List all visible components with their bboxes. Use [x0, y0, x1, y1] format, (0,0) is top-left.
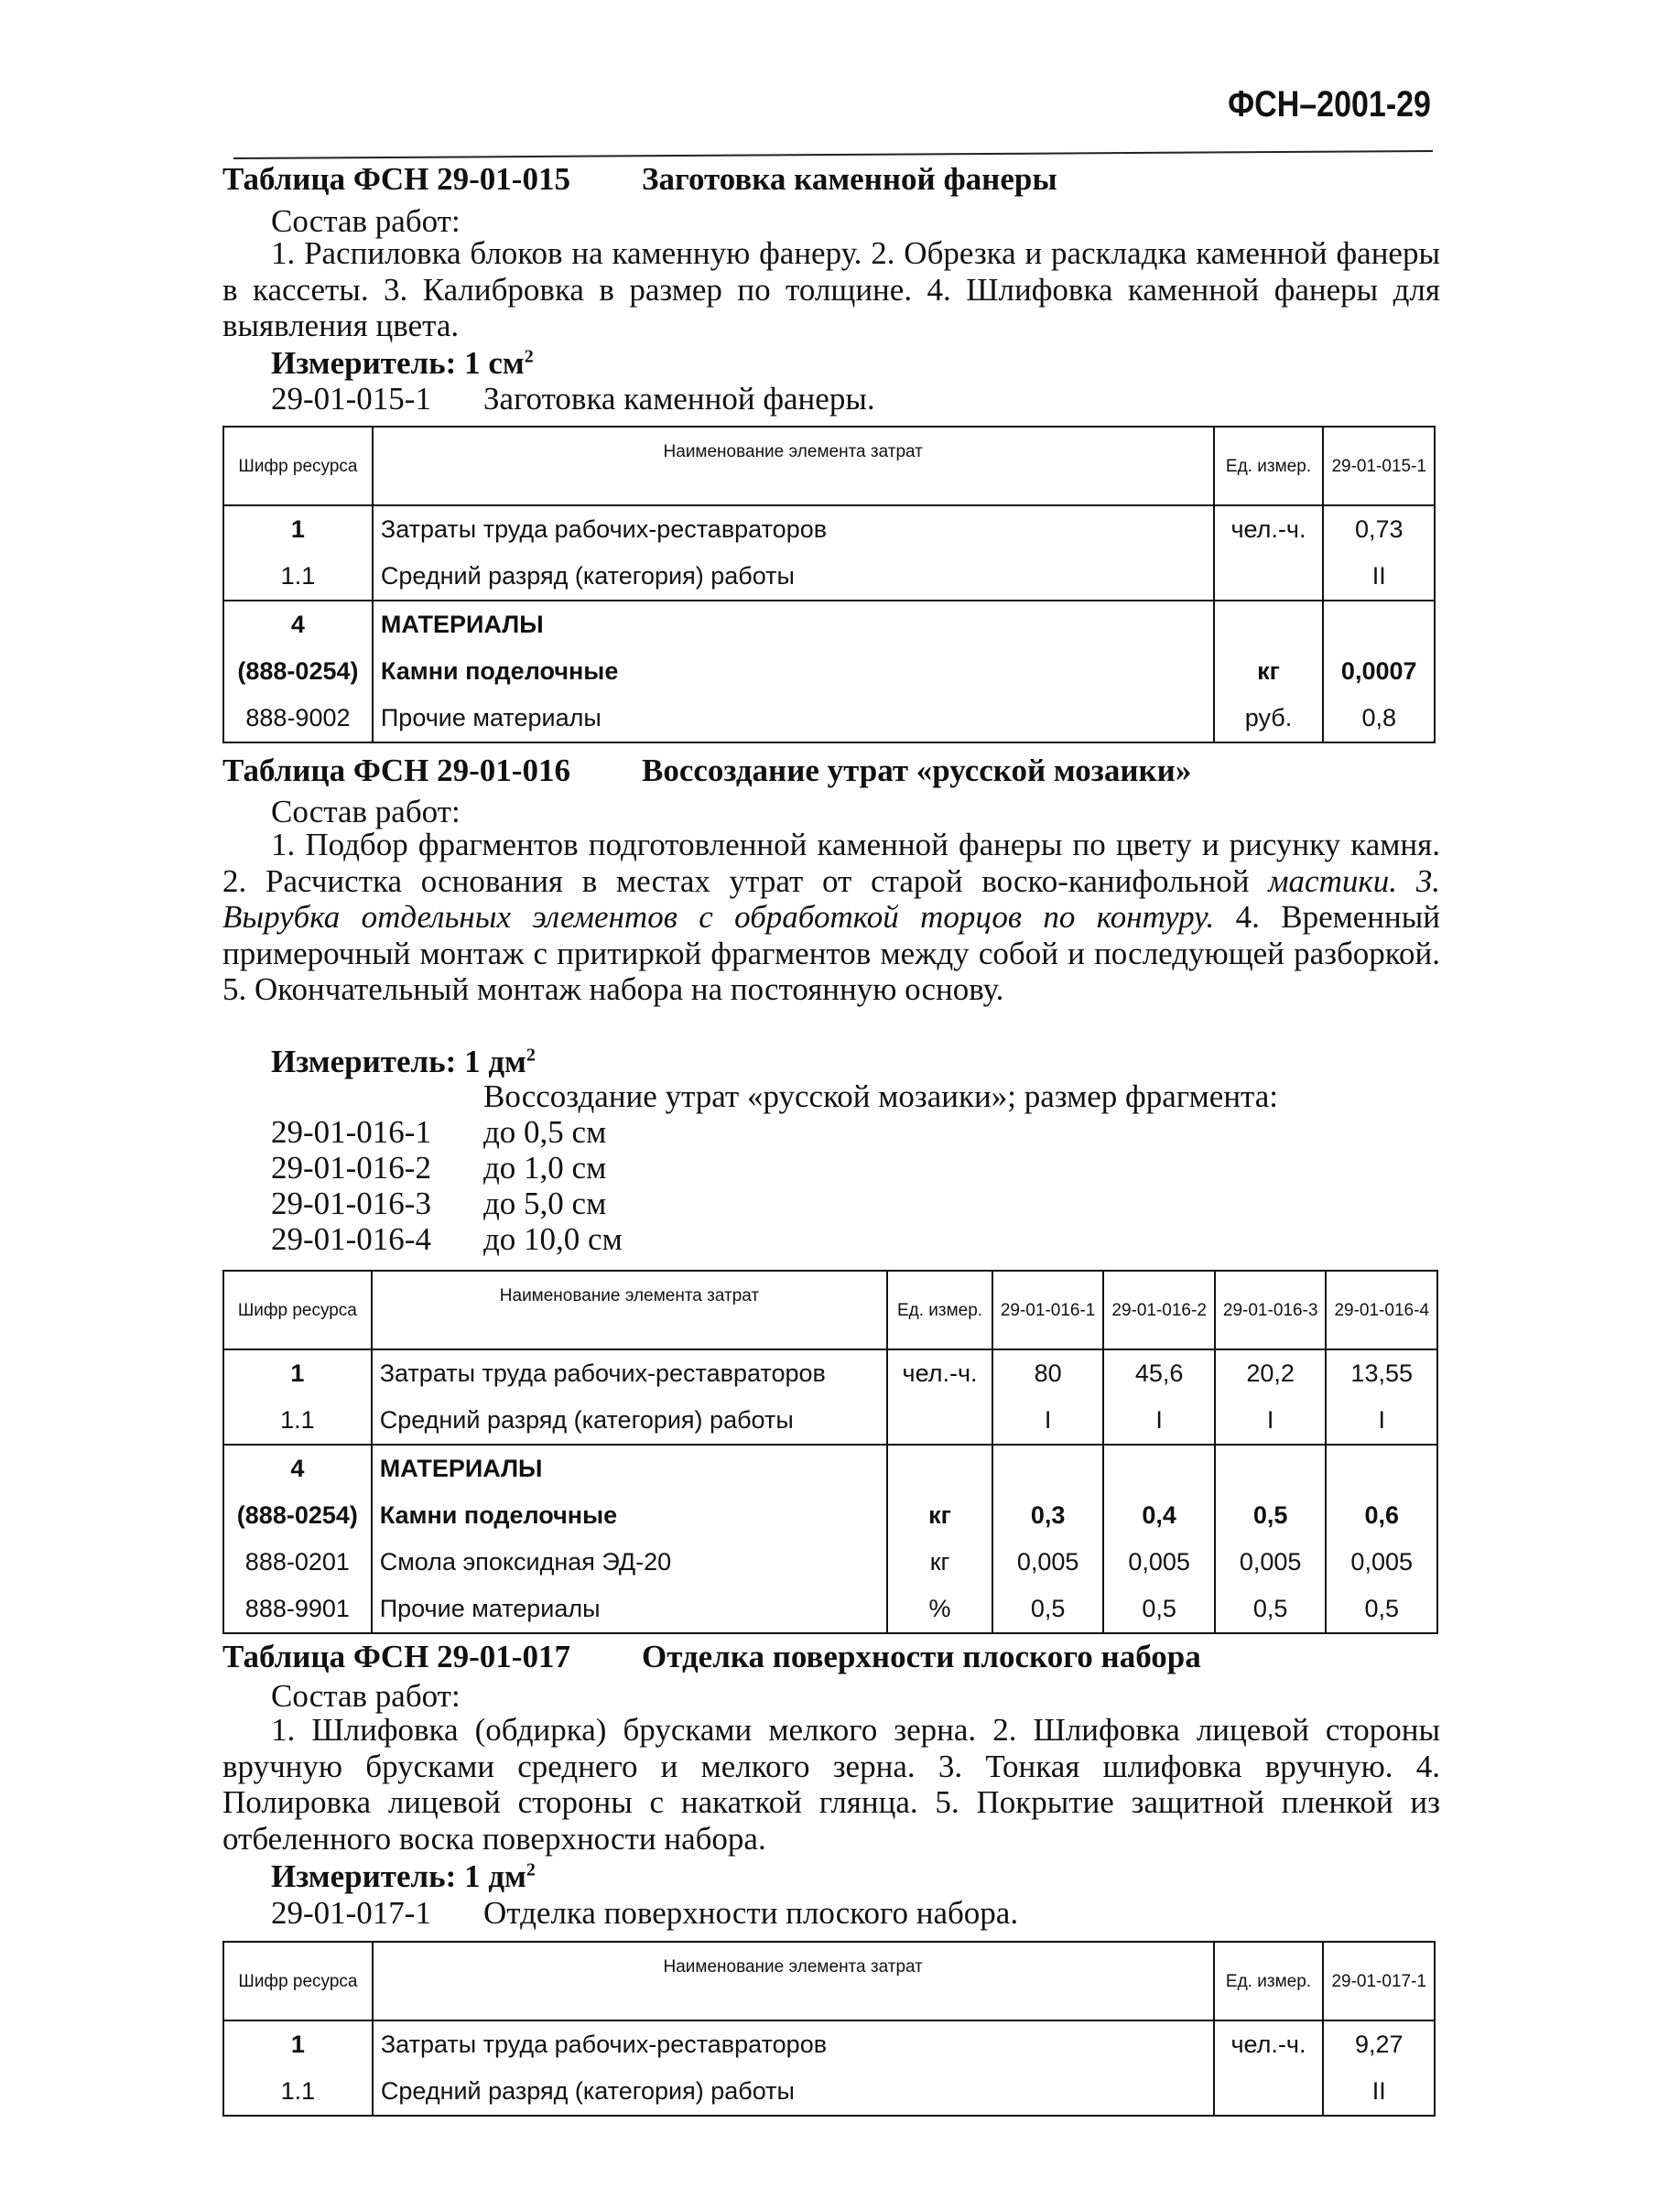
table-header-row	[223, 427, 1435, 505]
meter-label: Измеритель: 1 дм	[271, 1858, 526, 1894]
cell-name: МАТЕРИАЛЫ	[373, 601, 1214, 648]
header-shifr: Шифр ресурса	[223, 1271, 372, 1349]
cell-unit	[887, 1397, 992, 1445]
cell-shifr: 1	[223, 1349, 372, 1397]
meter-sup: 2	[526, 1045, 536, 1066]
header-col1: 29-01-016-1	[992, 1271, 1104, 1349]
header-col1: 29-01-017-1	[1323, 1942, 1435, 2020]
cell-value: I	[1326, 1397, 1437, 1445]
works-text: 1. Распиловка блоков на каменную фанеру. 2. Обрезка и раскладка каменной фанеры в кассеты. 3. Калибровка в размер по толщине. 4. Шлифовка каменной фанеры для выявления цвета.	[222, 235, 1440, 343]
header-unit: Ед. измер.	[1214, 1942, 1324, 2020]
header-name: Наименование элемента затрат	[373, 427, 1214, 505]
cell-value: 0,005	[1215, 1539, 1327, 1586]
table-header-row	[223, 1271, 1437, 1349]
cell-name: Камни поделочные	[372, 1492, 888, 1539]
cell-unit: чел.-ч.	[1214, 2020, 1324, 2068]
cell-value	[1215, 1445, 1327, 1492]
cell-name: Затраты труда рабочих-реставраторов	[372, 1349, 888, 1397]
meter	[271, 345, 534, 382]
header-name: Наименование элемента затрат	[373, 1942, 1214, 2020]
cell-unit: кг	[887, 1492, 992, 1539]
works-heading: Состав работ:	[271, 203, 461, 239]
norm-name: Отделка поверхности плоского набора.	[483, 1895, 1019, 1931]
header-shifr: Шифр ресурса	[223, 1942, 373, 2020]
table-row	[223, 601, 1435, 648]
table-row	[223, 1445, 1437, 1492]
norm-line	[271, 1150, 606, 1186]
cell-shifr: (888-0254)	[223, 1492, 372, 1539]
norm-name: до 5,0 см	[483, 1186, 607, 1221]
header-col1: 29-01-015-1	[1323, 427, 1435, 505]
norm-code: 29-01-015-1	[271, 381, 431, 417]
norm-code: 29-01-016-4	[271, 1221, 431, 1257]
table-row	[223, 505, 1435, 553]
norm-code: 29-01-017-1	[271, 1895, 431, 1931]
header-col2: 29-01-016-2	[1103, 1271, 1215, 1349]
cell-value: 9,27	[1323, 2020, 1435, 2068]
cell-name: Затраты труда рабочих-реставраторов	[373, 505, 1214, 553]
cell-unit	[1214, 553, 1324, 601]
cell-value: 0,73	[1323, 505, 1435, 553]
header-col3: 29-01-016-3	[1215, 1271, 1327, 1349]
norm-line	[271, 1895, 1018, 1932]
table-row	[223, 1349, 1437, 1397]
table-header-row	[223, 1942, 1435, 2020]
works-text: 1. Шлифовка (обдирка) брусками мелкого зерна. 2. Шлифовка лицевой стороны вручную брусками среднего и мелкого зерна. 3. Тонкая шлифовка вручную. 4. Полировка лицевой стороны с накаткой глянца. 5. Покрытие защитной пленкой из отбеленного воска поверхности набора.	[222, 1712, 1440, 1857]
cell-unit	[1214, 601, 1324, 648]
meter	[271, 1858, 536, 1895]
cell-value	[992, 1445, 1104, 1492]
works-heading: Состав работ:	[271, 1678, 461, 1714]
norm-table-015	[222, 426, 1436, 743]
cell-shifr: (888-0254)	[223, 648, 373, 695]
cell-unit: руб.	[1214, 695, 1324, 742]
table-row	[223, 1586, 1437, 1633]
cell-name: Средний разряд (категория) работы	[373, 553, 1214, 601]
works-text-a: 1. Подбор фрагментов подготовленной каменной фанеры по цвету и рисунку камня. 2. Расчистка основания в местах утрат от старой воско-канифольной	[222, 827, 1440, 899]
cell-shifr: 888-9901	[223, 1586, 372, 1633]
cell-name: Прочие материалы	[373, 695, 1214, 742]
cell-name: Средний разряд (категория) работы	[373, 2068, 1214, 2116]
table-code: Таблица ФСН 29-01-016	[222, 753, 570, 788]
cell-value	[1326, 1445, 1437, 1492]
cell-unit	[887, 1445, 992, 1492]
meter-sup: 2	[524, 346, 534, 367]
cell-value: II	[1323, 553, 1435, 601]
cell-value	[1323, 601, 1435, 648]
cell-name: Камни поделочные	[373, 648, 1214, 695]
table-row	[223, 1539, 1437, 1586]
norm-line	[271, 381, 875, 417]
header-shifr: Шифр ресурса	[223, 427, 373, 505]
table-row	[223, 1397, 1437, 1445]
cell-value: II	[1323, 2068, 1435, 2116]
cell-shifr: 888-9002	[223, 695, 373, 742]
cell-shifr: 1.1	[223, 1397, 372, 1445]
norm-line	[271, 1114, 606, 1151]
table-row	[223, 648, 1435, 695]
meter-label: Измеритель: 1 дм	[271, 1044, 526, 1079]
cell-value: 0,005	[1326, 1539, 1437, 1586]
header-rule	[233, 150, 1433, 159]
header-unit: Ед. измер.	[887, 1271, 992, 1349]
norm-name: Заготовка каменной фанеры.	[483, 381, 875, 417]
norm-code: 29-01-016-1	[271, 1114, 431, 1150]
cell-value: 0,5	[1326, 1586, 1437, 1633]
cell-value: 0,8	[1323, 695, 1435, 742]
norm-code: 29-01-016-3	[271, 1186, 431, 1221]
cell-value	[1103, 1445, 1215, 1492]
table-title-015	[222, 161, 1057, 198]
norm-line	[271, 1186, 606, 1222]
cell-value: 0,6	[1326, 1492, 1437, 1539]
table-row	[223, 1492, 1437, 1539]
norm-table-017	[222, 1941, 1436, 2117]
running-header: ФСН–2001-29	[1228, 84, 1431, 125]
header-col4: 29-01-016-4	[1326, 1271, 1437, 1349]
cell-value: 45,6	[1103, 1349, 1215, 1397]
cell-value: 80	[992, 1349, 1104, 1397]
cell-value: 0,5	[1215, 1586, 1327, 1633]
cell-value: 0,3	[992, 1492, 1104, 1539]
header-unit: Ед. измер.	[1214, 427, 1324, 505]
norm-heading: Воссоздание утрат «русской мозаики»; размер фрагмента:	[483, 1078, 1279, 1114]
cell-shifr: 888-0201	[223, 1539, 372, 1586]
table-code: Таблица ФСН 29-01-017	[222, 1639, 570, 1674]
cell-name: Смола эпоксидная ЭД-20	[372, 1539, 888, 1586]
meter-sup: 2	[526, 1859, 536, 1880]
cell-shifr: 1.1	[223, 553, 373, 601]
cell-name: Средний разряд (категория) работы	[372, 1397, 888, 1445]
cell-name: Затраты труда рабочих-реставраторов	[373, 2020, 1214, 2068]
works-text	[222, 827, 1440, 1008]
norm-name: до 10,0 см	[483, 1221, 623, 1257]
cell-value: 0,5	[1215, 1492, 1327, 1539]
cell-unit: %	[887, 1586, 992, 1633]
cell-value: 13,55	[1326, 1349, 1437, 1397]
cell-value: 20,2	[1215, 1349, 1327, 1397]
works-text-c: 4. Временный примерочный монтаж с притиркой фрагментов между собой и последующей разборкой. 5. Окончательный монтаж набора на постоянную основу.	[222, 899, 1440, 1007]
cell-value: 0,005	[1103, 1539, 1215, 1586]
cell-value: 0,0007	[1323, 648, 1435, 695]
cell-name: Прочие материалы	[372, 1586, 888, 1633]
works-text-b: мастики. 3. Вырубка отдельных элементов с обработкой торцов по контуру.	[222, 862, 1440, 935]
cell-value: I	[1215, 1397, 1327, 1445]
cell-shifr: 1	[223, 505, 373, 553]
table-row	[223, 553, 1435, 601]
cell-unit: кг	[1214, 648, 1324, 695]
cell-unit	[1214, 2068, 1324, 2116]
meter	[271, 1044, 536, 1080]
table-name: Отделка поверхности плоского набора	[642, 1639, 1201, 1674]
norm-line	[271, 1221, 623, 1258]
table-name: Воссоздание утрат «русской мозаики»	[642, 753, 1192, 788]
table-name: Заготовка каменной фанеры	[642, 161, 1057, 197]
works-heading: Состав работ:	[271, 794, 461, 829]
cell-value: 0,5	[992, 1586, 1104, 1633]
table-row	[223, 2068, 1435, 2116]
cell-unit: кг	[887, 1539, 992, 1586]
cell-value: 0,4	[1103, 1492, 1215, 1539]
table-row	[223, 2020, 1435, 2068]
cell-name: МАТЕРИАЛЫ	[372, 1445, 888, 1492]
cell-shifr: 4	[223, 1445, 372, 1492]
header-name: Наименование элемента затрат	[372, 1271, 888, 1349]
table-row	[223, 695, 1435, 742]
cell-shifr: 1	[223, 2020, 373, 2068]
cell-unit: чел.-ч.	[1214, 505, 1324, 553]
norm-name: до 0,5 см	[483, 1114, 607, 1150]
norm-code: 29-01-016-2	[271, 1150, 431, 1186]
cell-value: 0,005	[992, 1539, 1104, 1586]
cell-shifr: 1.1	[223, 2068, 373, 2116]
cell-shifr: 4	[223, 601, 373, 648]
table-title-017	[222, 1639, 1201, 1675]
table-title-016	[222, 753, 1191, 789]
norm-name: до 1,0 см	[483, 1150, 607, 1186]
cell-value: I	[1103, 1397, 1215, 1445]
cell-value: 0,5	[1103, 1586, 1215, 1633]
cell-unit: чел.-ч.	[887, 1349, 992, 1397]
norm-table-016	[222, 1270, 1438, 1634]
cell-value: I	[992, 1397, 1104, 1445]
meter-label: Измеритель: 1 см	[271, 345, 525, 381]
table-code: Таблица ФСН 29-01-015	[222, 161, 570, 197]
